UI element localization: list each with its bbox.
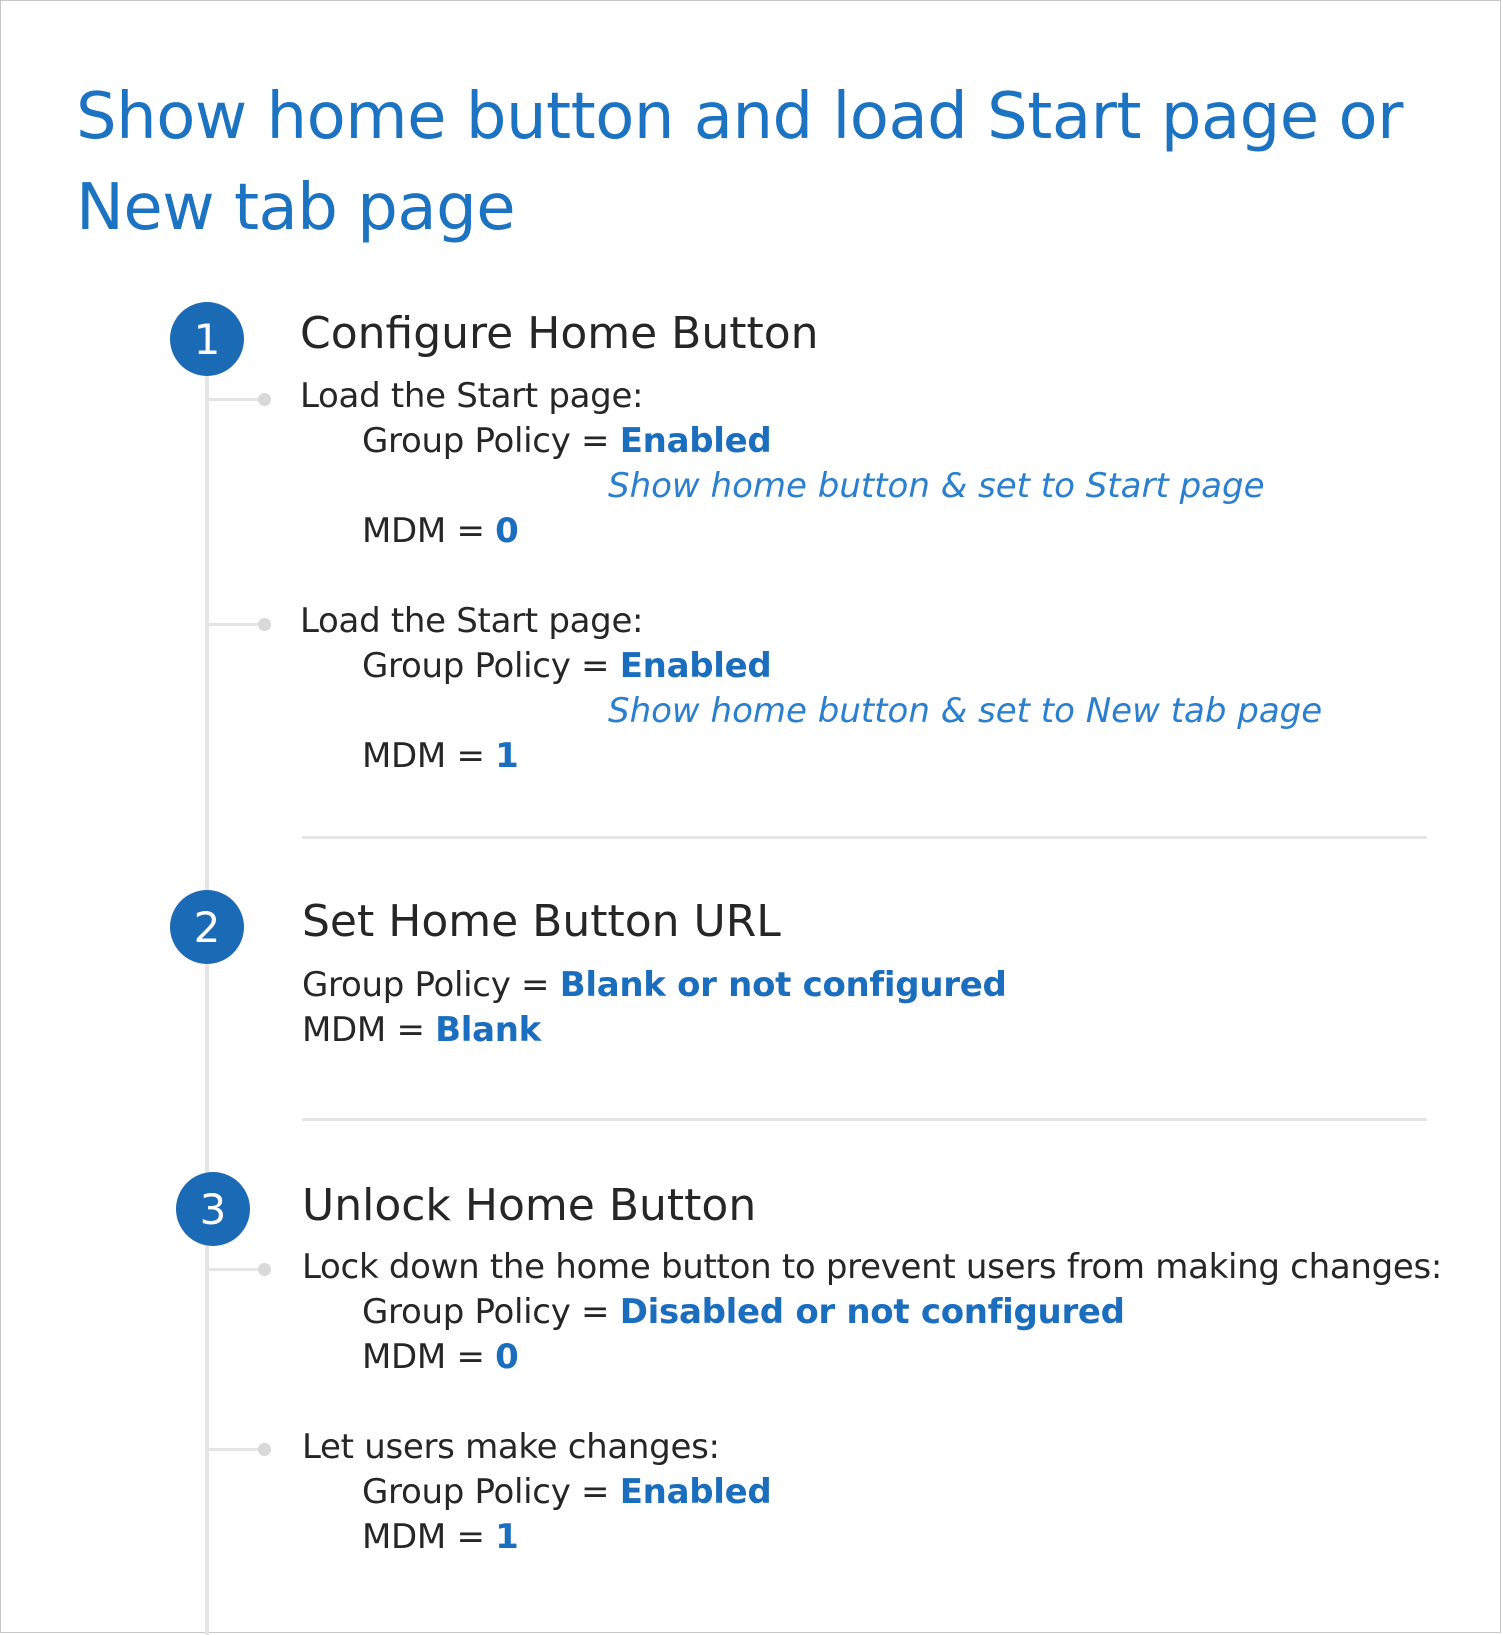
gp-label: Group Policy = xyxy=(362,646,620,686)
step-1-option-1-note: Show home button & set to Start page xyxy=(608,466,1265,506)
mdm-value: 0 xyxy=(495,1337,519,1377)
gp-value: Enabled xyxy=(619,1472,772,1512)
mdm-label: MDM = xyxy=(362,1337,496,1377)
mdm-value: 0 xyxy=(495,511,519,551)
step-3-option-2-mdm xyxy=(362,1517,519,1557)
page-title: Show home button and load Start page or New tab page xyxy=(76,80,1403,245)
step-3-option-2-dot xyxy=(258,1443,271,1456)
gp-value: Disabled or not configured xyxy=(619,1292,1125,1332)
step-1-badge: 1 xyxy=(170,302,244,376)
mdm-label: MDM = xyxy=(362,736,496,776)
mdm-value: Blank xyxy=(435,1010,541,1050)
step-1-option-1-label: Load the Start page: xyxy=(300,376,644,416)
step-2-badge: 2 xyxy=(170,890,244,964)
step-1-option-1-mdm xyxy=(362,511,519,551)
mdm-label: MDM = xyxy=(302,1010,436,1050)
step-1-heading: Configure Home Button xyxy=(300,308,819,359)
step-1-option-2-dot xyxy=(258,618,271,631)
timeline-line xyxy=(205,340,209,1635)
step-1-option-1-connector xyxy=(209,398,261,401)
mdm-value: 1 xyxy=(495,1517,519,1557)
step-3-option-2-label: Let users make changes: xyxy=(302,1427,720,1467)
step-1-option-2-note: Show home button & set to New tab page xyxy=(608,691,1323,731)
step-1-option-1-gp xyxy=(362,421,771,461)
step-3-option-1-connector xyxy=(209,1268,261,1271)
step-1-option-2-mdm xyxy=(362,736,519,776)
step-3-badge: 3 xyxy=(176,1172,250,1246)
step-1-option-2-label: Load the Start page: xyxy=(300,601,644,641)
section-divider xyxy=(302,836,1427,839)
gp-label: Group Policy = xyxy=(302,965,560,1005)
step-3-option-1-dot xyxy=(258,1263,271,1276)
step-3-option-1-gp xyxy=(362,1292,1125,1332)
step-1-option-2-connector xyxy=(209,623,261,626)
gp-label: Group Policy = xyxy=(362,421,620,461)
gp-label: Group Policy = xyxy=(362,1472,620,1512)
step-3-option-2-connector xyxy=(209,1448,261,1451)
step-3-option-1-mdm xyxy=(362,1337,519,1377)
mdm-label: MDM = xyxy=(362,1517,496,1557)
section-divider xyxy=(302,1118,1427,1121)
step-3-option-1-label: Lock down the home button to prevent users from making changes: xyxy=(302,1247,1443,1287)
step-1-option-2-gp xyxy=(362,646,771,686)
step-2-gp xyxy=(302,965,1007,1005)
step-3-heading: Unlock Home Button xyxy=(302,1180,757,1231)
mdm-value: 1 xyxy=(495,736,519,776)
gp-value: Enabled xyxy=(619,646,772,686)
step-1-option-1-dot xyxy=(258,393,271,406)
step-2-mdm xyxy=(302,1010,541,1050)
step-3-option-2-gp xyxy=(362,1472,771,1512)
gp-label: Group Policy = xyxy=(362,1292,620,1332)
gp-value: Enabled xyxy=(619,421,772,461)
gp-value: Blank or not configured xyxy=(559,965,1007,1005)
mdm-label: MDM = xyxy=(362,511,496,551)
step-2-heading: Set Home Button URL xyxy=(302,896,781,947)
